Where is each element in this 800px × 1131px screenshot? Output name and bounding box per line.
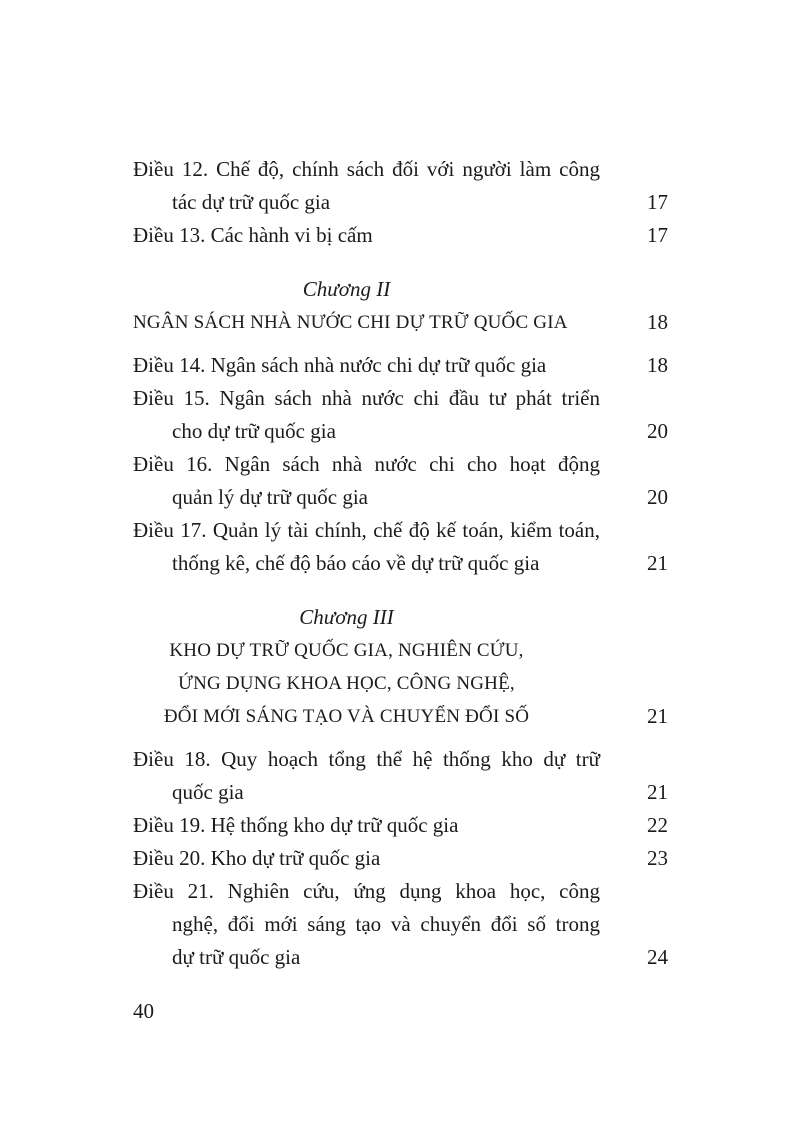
- toc-chapter-heading: [133, 273, 668, 339]
- toc-page-number: 20: [647, 419, 668, 443]
- toc-entry-line: quốc gia: [172, 780, 244, 804]
- toc-chapter-text: [133, 273, 600, 339]
- toc-page-number: 21: [647, 704, 668, 728]
- toc-entry-line: Điều 13. Các hành vi bị cấm: [133, 223, 373, 247]
- toc-entry-text: [133, 349, 600, 382]
- toc-entry-line: quản lý dự trữ quốc gia: [172, 485, 368, 509]
- toc-entry-line: nghệ, đổi mới sáng tạo và chuyển đổi số trong: [172, 912, 600, 936]
- toc-entry: [133, 514, 668, 580]
- toc-entry-line: Điều 16. Ngân sách nhà nước chi cho hoạt động: [133, 452, 600, 476]
- chapter-label: Chương II: [302, 277, 391, 301]
- toc-entry-line: Điều 14. Ngân sách nhà nước chi dự trữ quốc gia: [133, 353, 547, 377]
- toc-entry: [133, 153, 668, 219]
- toc-page-number: 21: [647, 780, 668, 804]
- toc-page-number: 17: [647, 223, 668, 247]
- toc-entry: [133, 875, 668, 974]
- toc-chapter-heading: [133, 601, 668, 733]
- toc-entry-text: [133, 743, 600, 809]
- toc-page-number: 22: [647, 813, 668, 837]
- toc-entry: [133, 842, 668, 875]
- toc-entry: [133, 809, 668, 842]
- toc-list: [133, 153, 668, 974]
- toc-entry-text: [133, 842, 600, 875]
- toc-entry: [133, 349, 668, 382]
- chapter-title-line: ỨNG DỤNG KHOA HỌC, CÔNG NGHỆ,: [178, 673, 515, 694]
- toc-entry: [133, 382, 668, 448]
- toc-entry-line: Điều 19. Hệ thống kho dự trữ quốc gia: [133, 813, 459, 837]
- toc-entry-line: thống kê, chế độ báo cáo về dự trữ quốc gia: [172, 551, 540, 575]
- toc-entry: [133, 743, 668, 809]
- toc-page-number: 23: [647, 846, 668, 870]
- toc-entry-line: Điều 18. Quy hoạch tổng thể hệ thống kho dự trữ: [133, 747, 600, 771]
- chapter-title-line: ĐỔI MỚI SÁNG TẠO VÀ CHUYỂN ĐỔI SỐ: [163, 706, 530, 727]
- toc-entry-text: [133, 219, 600, 252]
- toc-entry: [133, 448, 668, 514]
- toc-page-number: 20: [647, 485, 668, 509]
- toc-entry-line: Điều 12. Chế độ, chính sách đối với người làm công: [133, 157, 600, 181]
- toc-entry-text: [133, 809, 600, 842]
- chapter-title-line: NGÂN SÁCH NHÀ NƯỚC CHI DỰ TRỮ QUỐC GIA: [133, 312, 568, 333]
- toc-entry-text: [133, 153, 600, 219]
- toc-page-number: 21: [647, 551, 668, 575]
- toc-chapter-text: [133, 601, 600, 733]
- toc-entry-text: [133, 514, 600, 580]
- chapter-label: Chương III: [299, 605, 394, 629]
- toc-entry-line: Điều 17. Quản lý tài chính, chế độ kế toán, kiểm toán,: [133, 518, 600, 542]
- toc-entry-line: Điều 20. Kho dự trữ quốc gia: [133, 846, 381, 870]
- toc-entry-line: dự trữ quốc gia: [172, 945, 301, 969]
- toc-page-number: 17: [647, 190, 668, 214]
- toc-page-number: 18: [647, 310, 668, 334]
- toc-page-number: 24: [647, 945, 668, 969]
- toc-entry-line: cho dự trữ quốc gia: [172, 419, 336, 443]
- toc-entry-text: [133, 448, 600, 514]
- toc-entry-text: [133, 875, 600, 974]
- toc-entry: [133, 219, 668, 252]
- chapter-title-line: KHO DỰ TRỮ QUỐC GIA, NGHIÊN CỨU,: [169, 640, 524, 661]
- toc-entry-line: tác dự trữ quốc gia: [172, 190, 331, 214]
- toc-page-number: 18: [647, 353, 668, 377]
- toc-entry-line: Điều 21. Nghiên cứu, ứng dụng khoa học, công: [133, 879, 600, 903]
- page-number: 40: [133, 999, 154, 1023]
- toc-entry-line: Điều 15. Ngân sách nhà nước chi đầu tư phát triển: [133, 386, 600, 410]
- toc-entry-text: [133, 382, 600, 448]
